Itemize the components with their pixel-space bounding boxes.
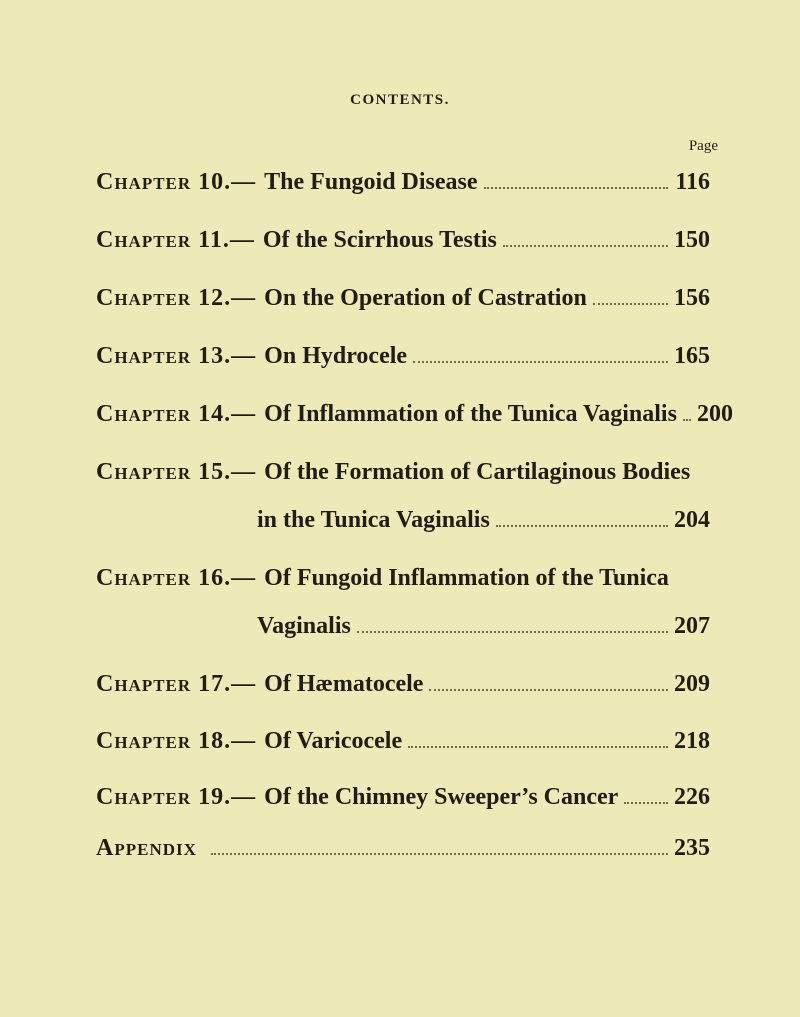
chapter-title: The Fungoid Disease bbox=[264, 169, 478, 195]
page-number: 200 bbox=[696, 401, 733, 427]
page-number: 209 bbox=[674, 671, 710, 697]
page-number: 235 bbox=[674, 835, 710, 861]
dot-leader bbox=[484, 187, 668, 189]
toc-entry-15[interactable] bbox=[96, 458, 710, 486]
toc-entry-12[interactable] bbox=[96, 284, 710, 312]
chapter-title-continued: in the Tunica Vaginalis bbox=[257, 507, 490, 533]
chapter-label: Chapter 13.— bbox=[96, 343, 257, 369]
chapter-title: Of Fungoid Inflammation of the Tunica bbox=[264, 565, 669, 591]
toc-entry-15-continued[interactable] bbox=[257, 506, 710, 534]
page-title: CONTENTS. bbox=[350, 92, 450, 108]
page-number: 150 bbox=[674, 227, 710, 253]
chapter-title: Of Varicocele bbox=[264, 728, 403, 754]
chapter-label: Chapter 17.— bbox=[96, 671, 257, 697]
page-number: 226 bbox=[674, 784, 710, 810]
chapter-title: Of Inflammation of the Tunica Vaginalis bbox=[264, 401, 677, 427]
chapter-label: Chapter 12.— bbox=[96, 285, 257, 311]
page-number: 116 bbox=[675, 169, 710, 195]
chapter-label: Chapter 10.— bbox=[96, 169, 257, 195]
chapter-title: On Hydrocele bbox=[264, 343, 408, 369]
page-number: 207 bbox=[674, 613, 710, 639]
page-number: 156 bbox=[674, 285, 710, 311]
chapter-label: Chapter 19.— bbox=[96, 784, 257, 810]
toc-entry-16[interactable] bbox=[96, 564, 710, 592]
dot-leader bbox=[429, 689, 668, 691]
chapter-label: Chapter 18.— bbox=[96, 728, 257, 754]
toc-entry-19[interactable] bbox=[96, 783, 710, 811]
page-column-label: Page bbox=[688, 138, 718, 154]
appendix-label: Appendix bbox=[96, 835, 197, 861]
chapter-title: On the Operation of Castration bbox=[264, 285, 587, 311]
toc-entry-11[interactable] bbox=[96, 226, 710, 254]
toc-entry-14[interactable] bbox=[96, 400, 733, 428]
chapter-label: Chapter 15.— bbox=[96, 459, 257, 485]
dot-leader bbox=[408, 746, 668, 748]
dot-leader bbox=[413, 361, 668, 363]
chapter-title-continued: Vaginalis bbox=[257, 613, 351, 639]
dot-leader bbox=[624, 802, 668, 804]
dot-leader bbox=[503, 245, 668, 247]
dot-leader bbox=[357, 631, 668, 633]
dot-leader bbox=[683, 419, 691, 421]
dot-leader bbox=[211, 853, 668, 855]
chapter-title: Of Hæmatocele bbox=[264, 671, 424, 697]
chapter-title: Of the Formation of Cartilaginous Bodies bbox=[264, 459, 691, 485]
toc-entry-16-continued[interactable] bbox=[257, 612, 710, 640]
dot-leader bbox=[496, 525, 668, 527]
chapter-label: Chapter 14.— bbox=[96, 401, 257, 427]
page-number: 165 bbox=[674, 343, 710, 369]
page-number: 218 bbox=[674, 728, 710, 754]
toc-entry-appendix[interactable] bbox=[96, 834, 710, 862]
toc-entry-18[interactable] bbox=[96, 727, 710, 755]
chapter-label: Chapter 16.— bbox=[96, 565, 257, 591]
page-number: 204 bbox=[674, 507, 710, 533]
chapter-title: Of the Chimney Sweeper’s Cancer bbox=[264, 784, 619, 810]
toc-entry-13[interactable] bbox=[96, 342, 710, 370]
chapter-label: Chapter 11.— bbox=[96, 227, 255, 253]
chapter-title: Of the Scirrhous Testis bbox=[262, 227, 497, 253]
toc-entry-17[interactable] bbox=[96, 670, 710, 698]
dot-leader bbox=[593, 303, 668, 305]
toc-entry-10[interactable] bbox=[96, 168, 710, 196]
